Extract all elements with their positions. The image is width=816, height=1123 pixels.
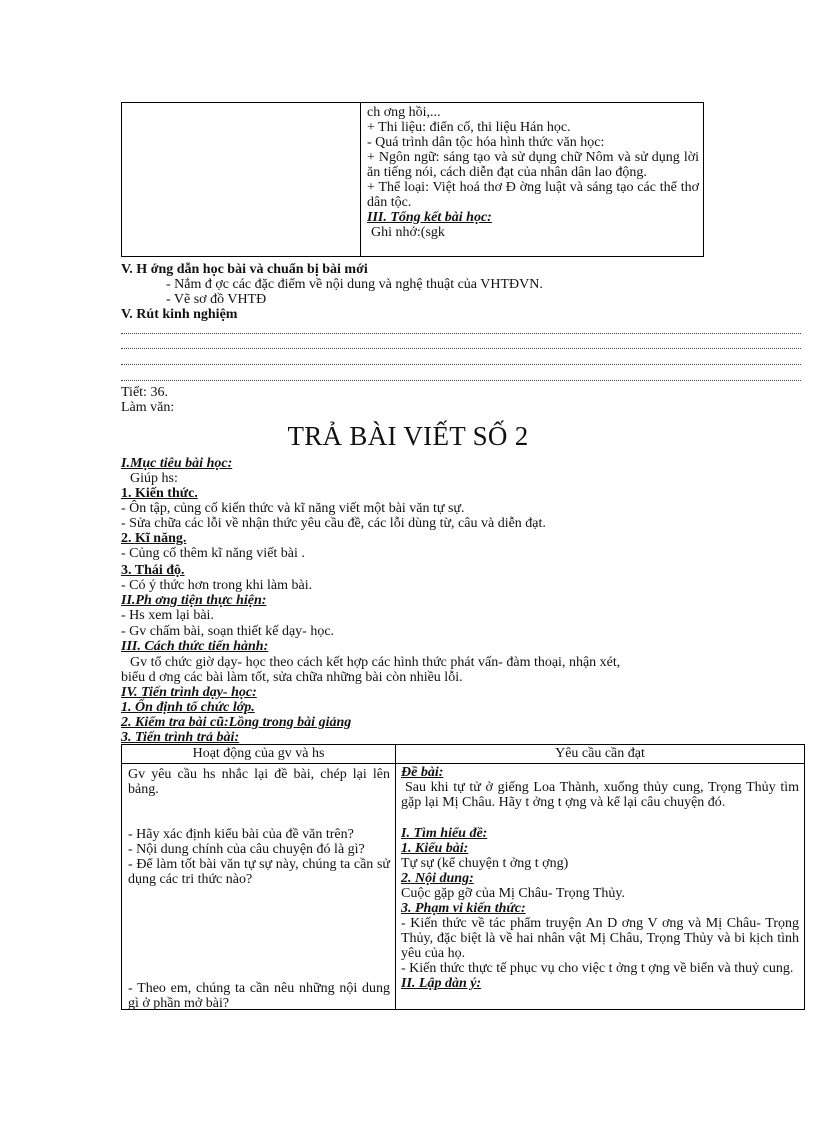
scope-text: - Kiến thức về tác phẩm truyện An D ơng V ơng và Mị Châu- Trọng Thủy, đặc biệt là về hai nhân vật Mị Châu, Trọng Thủy và bi kịch tình yêu của họ. xyxy=(401,916,799,961)
means-item: - Gv chấm bài, soạn thiết kế dạy- học. xyxy=(121,624,335,639)
table-header-rule xyxy=(122,763,804,764)
lesson-period: Tiết: 36. xyxy=(121,385,168,400)
understand-heading: I. Tìm hiểu đề: xyxy=(401,826,488,841)
document-title: TRẢ BÀI VIẾT SỐ 2 xyxy=(287,421,529,451)
dotted-line xyxy=(121,364,801,365)
knowledge-item: - Sửa chữa các lỗi về nhận thức yêu cầu đề, các lỗi dùng từ, câu và diễn đạt. xyxy=(121,516,546,531)
teacher-question: - Theo em, chúng ta cần nêu những nội dung gì ở phần mở bài? xyxy=(128,981,390,1011)
lesson-table xyxy=(121,744,805,1010)
step-heading: 3. Tiến trình trả bài: xyxy=(121,730,240,745)
right-cell xyxy=(401,765,799,810)
table-divider xyxy=(360,103,361,256)
teacher-question: - Để làm tốt bài văn tự sự này, chúng ta cần sử dụng các tri thức nào? xyxy=(128,857,390,887)
scope-heading: 3. Phạm vi kiến thức: xyxy=(401,901,526,916)
knowledge-heading: 1. Kiến thức. xyxy=(121,486,198,501)
help-text: Giúp hs: xyxy=(130,471,178,486)
text-line: + Ngôn ngữ: sáng tạo và sử dụng chữ Nôm và sử dụng lời ăn tiếng nói, cách diễn đạt của nhân dân lao động. xyxy=(367,150,699,180)
content-heading: 2. Nội dung: xyxy=(401,871,474,886)
topic-text: Sau khi tự tử ở giếng Loa Thành, xuống thủy cung, Trọng Thủy tìm gặp lại Mị Châu. Hãy t ởng t ợng và kể lại câu chuyện đó. xyxy=(401,780,799,810)
top-table-right-cell xyxy=(367,105,699,240)
content-text: Cuộc gặp gỡ của Mị Châu- Trọng Thủy. xyxy=(401,886,626,901)
left-cell xyxy=(128,981,390,1011)
topic-heading: Đề bài: xyxy=(401,765,444,780)
guide-item: - Nắm đ ợc các đặc điểm về nội dung và nghệ thuật của VHTĐVN. xyxy=(166,277,543,292)
lesson-subject: Làm văn: xyxy=(121,400,175,415)
means-heading: II.Ph ơng tiện thực hiện: xyxy=(121,593,267,608)
left-cell xyxy=(128,767,390,797)
col-header-requirements: Yêu cầu cần đạt xyxy=(555,746,645,761)
scope-text: - Kiến thức thực tế phục vụ cho việc t ởng t ợng về biển và thuỷ cung. xyxy=(401,961,794,976)
guide-item: - Vẽ sơ đồ VHTĐ xyxy=(166,292,267,307)
left-cell xyxy=(128,827,390,887)
dotted-line xyxy=(121,348,801,349)
section-heading-guide: V. H ớng dẫn học bài và chuẩn bị bài mới xyxy=(121,262,368,277)
skills-item: - Củng cố thêm kĩ năng viết bài . xyxy=(121,546,305,561)
attitude-item: - Có ý thức hơn trong khi làm bài. xyxy=(121,578,313,593)
type-text: Tự sự (kể chuyện t ởng t ợng) xyxy=(401,856,569,871)
table-divider xyxy=(395,745,396,1009)
section-heading: III. Tổng kết bài học: xyxy=(367,210,492,225)
text-line: + Thể loại: Việt hoá thơ Đ ờng luật và sáng tạo các thể thơ dân tộc. xyxy=(367,180,699,210)
dotted-line xyxy=(121,380,801,381)
right-cell xyxy=(401,826,799,991)
text-line: + Thi liệu: điển cố, thi liệu Hán học. xyxy=(367,120,571,135)
text-line: - Quá trình dân tộc hóa hình thức văn học: xyxy=(367,135,605,150)
step-heading: 1. Ổn định tổ chức lớp. xyxy=(121,700,255,715)
col-header-activities: Hoạt động của gv và hs xyxy=(192,746,325,761)
method-line: biểu d ơng các bài làm tốt, sửa chữa những bài còn nhiều lỗi. xyxy=(121,670,463,685)
step-heading: 2. Kiểm tra bài cũ:Lồng trong bài giảng xyxy=(121,715,352,730)
top-table xyxy=(121,102,704,257)
knowledge-item: - Ôn tập, củng cố kiến thức và kĩ năng viết một bài văn tự sự. xyxy=(121,501,465,516)
method-line: Gv tổ chức giờ dạy- học theo cách kết hợp các hình thức phát vấn- đàm thoại, nhận xét, xyxy=(130,655,621,670)
text-line: ch ơng hồi,... xyxy=(367,105,441,120)
outline-heading: II. Lập dàn ý: xyxy=(401,976,482,991)
teacher-question: - Hãy xác định kiểu bài của đề văn trên? xyxy=(128,827,354,842)
teacher-question: Gv yêu cầu hs nhắc lại đề bài, chép lại lên bảng. xyxy=(128,767,390,797)
note: Ghi nhớ:(sgk xyxy=(371,225,445,240)
method-heading: III. Cách thức tiến hành: xyxy=(121,639,269,654)
means-item: - Hs xem lại bài. xyxy=(121,608,214,623)
attitude-heading: 3. Thái độ. xyxy=(121,563,185,578)
type-heading: 1. Kiểu bài: xyxy=(401,841,469,856)
skills-heading: 2. Kĩ năng. xyxy=(121,531,187,546)
teacher-question: - Nội dung chính của câu chuyện đó là gì? xyxy=(128,842,365,857)
process-heading: IV. Tiến trình dạy- học: xyxy=(121,685,257,700)
dotted-line xyxy=(121,333,801,334)
objectives-heading: I.Mục tiêu bài học: xyxy=(121,456,233,471)
section-heading-experience: V. Rút kinh nghiệm xyxy=(121,307,238,322)
